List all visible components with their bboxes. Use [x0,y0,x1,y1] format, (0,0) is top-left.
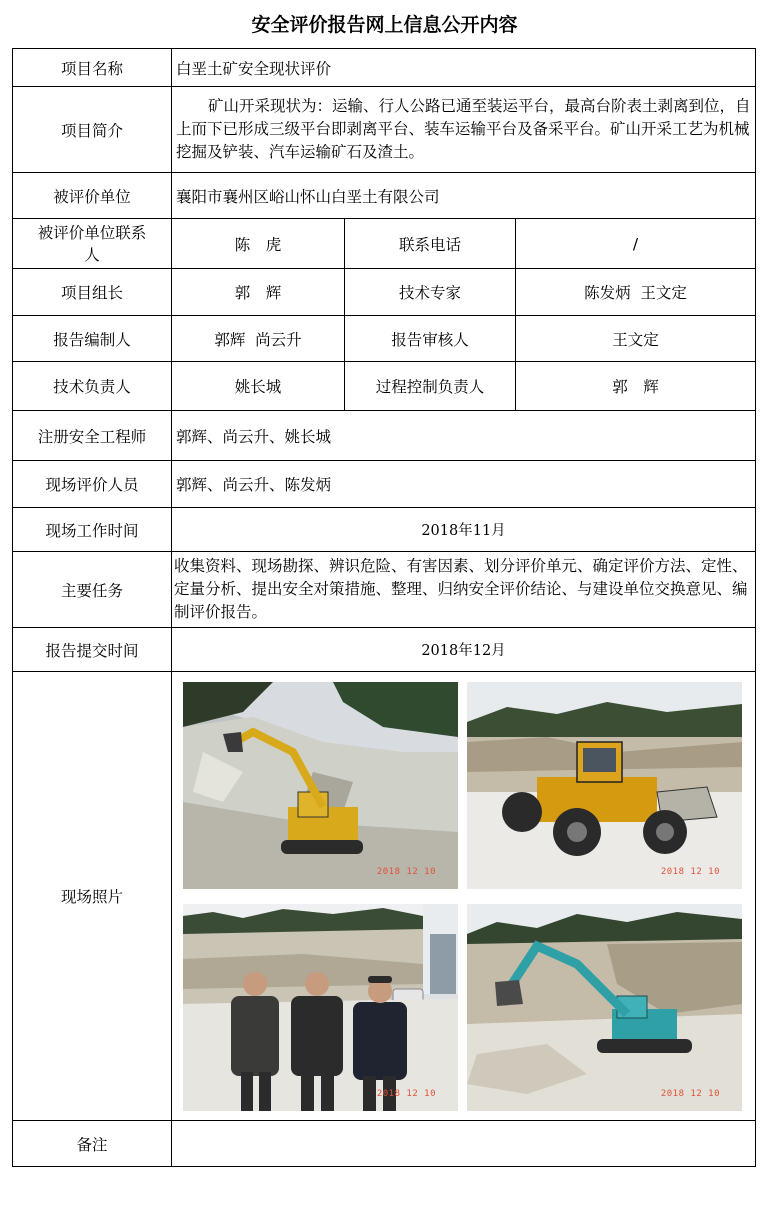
contact-name: 陈 虎 [172,219,345,269]
row-project-intro [13,87,756,173]
loader-image [467,682,742,889]
submit-time-value: 2018年12月 [172,628,756,672]
site-time-label: 现场工作时间 [13,508,172,552]
row-engineers [13,411,756,461]
tech-lead-value: 姚长城 [172,362,345,411]
remarks-value [172,1121,756,1167]
site-photos-cell [172,672,756,1121]
row-submit-time [13,628,756,672]
submit-time-label: 报告提交时间 [13,628,172,672]
site-staff-label: 现场评价人员 [13,461,172,508]
photo-date-stamp-2: 2018 12 10 [660,866,720,877]
photo-team [183,904,458,1111]
expert-value: 陈发炳 王文定 [516,269,756,316]
page-title: 安全评价报告网上信息公开内容 [251,14,518,36]
process-label: 过程控制负责人 [345,362,516,411]
evaluated-unit-label: 被评价单位 [13,173,172,219]
author-label: 报告编制人 [13,316,172,362]
photo-loader [467,682,742,889]
leader-value: 郭 辉 [172,269,345,316]
expert-label: 技术专家 [345,269,516,316]
row-main-tasks [13,552,756,628]
photo-date-stamp-3: 2018 12 10 [376,1088,436,1099]
tech-lead-label: 技术负责人 [13,362,172,411]
row-project-name [13,49,756,87]
remarks-label: 备注 [13,1121,172,1167]
project-name-value: 白垩土矿安全现状评价 [172,49,756,87]
info-table [12,48,756,1167]
photo-excavator-yellow [183,682,458,889]
row-contact [13,219,756,269]
site-photos-label: 现场照片 [13,672,172,1121]
row-tech [13,362,756,411]
project-intro-label: 项目简介 [13,87,172,173]
team-image [183,904,458,1111]
main-tasks-label: 主要任务 [13,552,172,628]
leader-label: 项目组长 [13,269,172,316]
row-remarks [13,1121,756,1167]
project-intro-cell [172,87,756,173]
reviewer-label: 报告审核人 [345,316,516,362]
phone-value: / [516,219,756,269]
row-site-photos [13,672,756,1121]
row-leader [13,269,756,316]
excavator-blue-image [467,904,742,1111]
site-staff-value: 郭辉、尚云升、陈发炳 [172,461,756,508]
engineers-label: 注册安全工程师 [13,411,172,461]
row-site-time [13,508,756,552]
author-value: 郭辉 尚云升 [172,316,345,362]
contact-label: 被评价单位联系人 [13,219,172,269]
phone-label: 联系电话 [345,219,516,269]
process-value: 郭 辉 [516,362,756,411]
photo-date-stamp-4: 2018 12 10 [660,1088,720,1099]
site-time-value: 2018年11月 [172,508,756,552]
reviewer-value: 王文定 [516,316,756,362]
excavator-yellow-image [183,682,458,889]
photo-excavator-blue [467,904,742,1111]
project-name-label: 项目名称 [13,49,172,87]
row-evaluated-unit [13,173,756,219]
main-tasks-value: 收集资料、现场勘探、辨识危险、有害因素、划分评价单元、确定评价方法、定性、定量分析、提出安全对策措施、整理、归纳安全评价结论、与建设单位交换意见、编制评价报告。 [172,552,756,628]
project-intro-value: 矿山开采现状为：运输、行人公路已通至装运平台，最高台阶表土剥离到位，自上而下已形成三级平台即剥离平台、装车运输平台及备采平台。矿山开采工艺为机械挖掘及铲装、汽车运输矿石及渣土。 [176,97,751,161]
photo-date-stamp-1: 2018 12 10 [376,866,436,877]
evaluated-unit-value: 襄阳市襄州区峪山怀山白垩土有限公司 [172,173,756,219]
photo-grid [172,674,755,1119]
engineers-value: 郭辉、尚云升、姚长城 [172,411,756,461]
row-author [13,316,756,362]
row-site-staff [13,461,756,508]
